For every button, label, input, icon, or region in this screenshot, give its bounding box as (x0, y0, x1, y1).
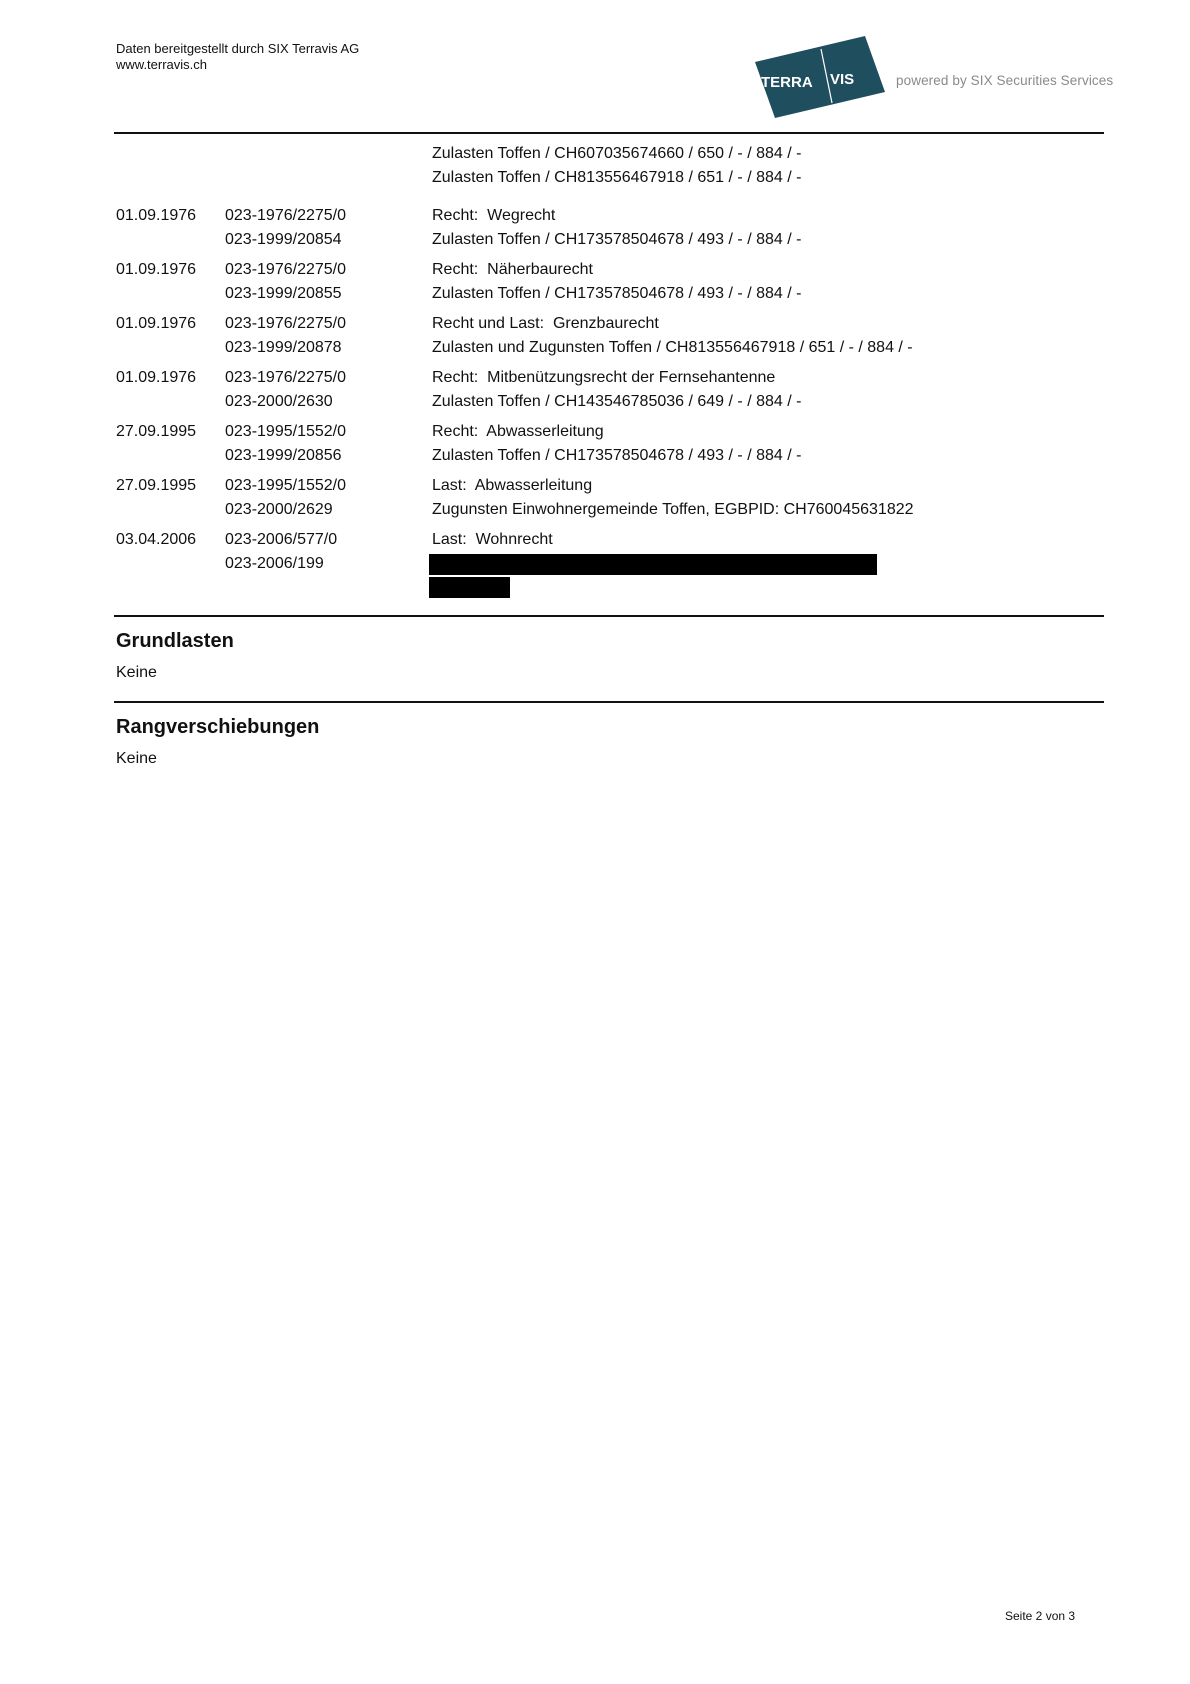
list-item (116, 420, 1106, 468)
grundlasten-value: Keine (116, 664, 157, 681)
entry-detail: Zulasten Toffen / CH173578504678 / 493 / - / 884 / - (432, 231, 802, 248)
list-item (116, 204, 1106, 252)
entry-title: Näherbaurecht (487, 261, 593, 278)
entry-ref-primary: 023-1976/2275/0 (225, 261, 346, 278)
entry-ref-secondary: 023-1999/20856 (225, 447, 342, 464)
logo-text-terra: TERRA (761, 74, 813, 91)
entry-type: Recht: (432, 261, 479, 278)
entry-detail: Zulasten Toffen / CH173578504678 / 493 / - / 884 / - (432, 447, 802, 464)
entry-title: Mitbenützungsrecht der Fernsehantenne (487, 369, 776, 386)
powered-by-text: powered by SIX Securities Services (896, 73, 1114, 88)
entry-date: 03.04.2006 (116, 531, 197, 548)
entry-detail: Zulasten Toffen / CH173578504678 / 493 / - / 884 / - (432, 285, 802, 302)
terravis-logo (755, 36, 885, 118)
entry-detail: Zulasten und Zugunsten Toffen / CH813556467918 / 651 / - / 884 / - (432, 339, 913, 356)
entry-type: Recht: (432, 207, 479, 224)
redacted-block (429, 554, 877, 575)
entry-ref-secondary: 023-1999/20878 (225, 339, 342, 356)
entry-ref-primary: 023-1976/2275/0 (225, 369, 346, 386)
entry-ref-secondary: 023-1999/20854 (225, 231, 342, 248)
website-link[interactable]: www.terravis.ch (116, 57, 208, 72)
entry-date: 01.09.1976 (116, 207, 197, 224)
entry-detail: Zulasten Toffen / CH143546785036 / 649 / - / 884 / - (432, 393, 802, 410)
redacted-block (429, 577, 510, 598)
entry-title: Wohnrecht (475, 531, 553, 548)
continuation-line: Zulasten Toffen / CH607035674660 / 650 / - / 884 / - (432, 145, 802, 162)
entry-title: Abwasserleitung (486, 423, 604, 440)
entry-date: 01.09.1976 (116, 315, 197, 332)
rangverschiebungen-heading: Rangverschiebungen (116, 716, 320, 738)
entry-type: Recht: (432, 423, 479, 440)
entry-ref-primary: 023-2006/577/0 (225, 531, 338, 548)
provider-info (116, 41, 359, 73)
entry-ref-secondary: 023-2006/199 (225, 555, 324, 572)
continuation-entry (116, 142, 1106, 190)
continuation-line: Zulasten Toffen / CH813556467918 / 651 / - / 884 / - (432, 169, 802, 186)
list-item (116, 258, 1106, 306)
section-divider (114, 701, 1104, 703)
entry-ref-primary: 023-1976/2275/0 (225, 315, 346, 332)
list-item (116, 528, 1106, 598)
entry-title: Wegrecht (487, 207, 556, 224)
logo-text-vis: VIS (830, 71, 855, 88)
list-item (116, 474, 1106, 522)
entry-type: Recht und Last: (432, 315, 545, 332)
entry-ref-primary: 023-1995/1552/0 (225, 477, 346, 494)
list-item (116, 366, 1106, 414)
entry-ref-primary: 023-1976/2275/0 (225, 207, 346, 224)
entry-ref-secondary: 023-1999/20855 (225, 285, 342, 302)
entry-title: Grenzbaurecht (552, 315, 659, 332)
entry-type: Last: (432, 531, 467, 548)
entry-date: 27.09.1995 (116, 423, 197, 440)
page-number: Seite 2 von 3 (1005, 1609, 1076, 1623)
rangverschiebungen-value: Keine (116, 750, 157, 767)
section-divider (114, 615, 1104, 617)
entry-type: Last: (432, 477, 467, 494)
entry-date: 27.09.1995 (116, 477, 197, 494)
header-divider (114, 132, 1104, 134)
entry-type: Recht: (432, 369, 479, 386)
provider-line: Daten bereitgestellt durch SIX Terravis AG (116, 41, 360, 56)
easements-list (116, 142, 1106, 600)
entry-date: 01.09.1976 (116, 369, 197, 386)
entry-ref-secondary: 023-2000/2630 (225, 393, 333, 410)
entry-title: Abwasserleitung (474, 477, 593, 494)
list-item (116, 312, 1106, 360)
entry-ref-secondary: 023-2000/2629 (225, 501, 333, 518)
grundlasten-heading: Grundlasten (116, 630, 234, 652)
entry-date: 01.09.1976 (116, 261, 197, 278)
entry-ref-primary: 023-1995/1552/0 (225, 423, 346, 440)
entry-detail: Zugunsten Einwohnergemeinde Toffen, EGBPID: CH760045631822 (432, 501, 914, 518)
